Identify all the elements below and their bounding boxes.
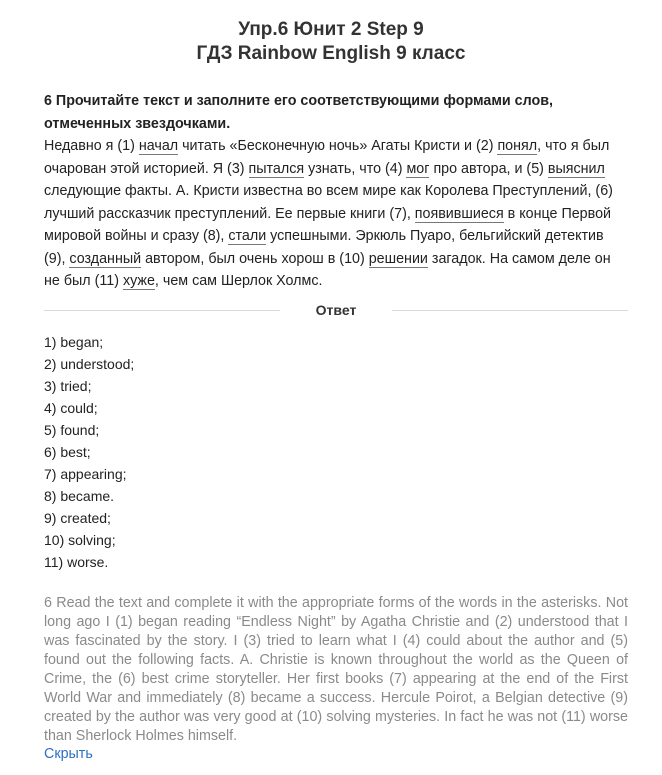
underlined-word: созданный xyxy=(69,250,142,267)
task-text-segment: загадок. На самом деле он не был (11) xyxy=(44,250,611,289)
underlined-word: понял xyxy=(497,138,538,154)
task-text-segment: успешными. Эркюль Пуаро, бельгийский детектив (9), xyxy=(44,228,604,267)
task-text-segment: узнать, что (4) xyxy=(304,160,407,177)
answer-item: 9) created; xyxy=(44,510,111,526)
answer-item: 8) became. xyxy=(44,488,115,504)
task-text-segment: следующие факты. А. Кристи известна во всем мире как Королева Преступлений, (6) лучший рассказчик преступлений. Ее первые книги (7), xyxy=(44,183,613,222)
answer-item: 7) appearing; xyxy=(44,466,127,482)
task-text-segment: про автора, и (5) xyxy=(429,160,548,177)
answer-item: 2) understood; xyxy=(44,356,135,372)
hide-translation-link[interactable]: Скрыть xyxy=(44,746,93,762)
underlined-word: выяснил xyxy=(547,160,605,177)
answer-item: 1) began; xyxy=(44,334,104,350)
underlined-word: хуже xyxy=(122,273,155,289)
task-text-segment: автором, был очень хорош в (10) xyxy=(141,250,369,267)
answer-label: Ответ xyxy=(315,302,357,318)
divider-line xyxy=(392,310,628,311)
task-text xyxy=(44,90,628,293)
task-text-segment: , чем сам Шерлок Холмс. xyxy=(154,273,323,289)
task-body xyxy=(44,135,628,293)
answer-item: 10) solving; xyxy=(44,532,116,548)
page-subtitle: ГДЗ Rainbow English 9 класс xyxy=(196,43,466,64)
answer-divider xyxy=(44,300,628,320)
underlined-word: пытался xyxy=(248,160,305,177)
answer-item: 4) could; xyxy=(44,400,98,416)
task-heading: 6 Прочитайте текст и заполните его соответствующими формами слов, отмеченных звездочками. xyxy=(44,93,553,132)
underlined-word: начал xyxy=(138,138,179,154)
task-text-segment: в конце Первой мировой войны и сразу (8), xyxy=(44,205,612,244)
answer-item: 5) found; xyxy=(44,422,100,438)
underlined-word: решении xyxy=(368,250,428,267)
task-text-segment: Недавно я (1) xyxy=(44,138,139,154)
answer-item: 6) best; xyxy=(44,444,91,460)
page-title: Упр.6 Юнит 2 Step 9 xyxy=(238,19,424,40)
translation-text: 6 Read the text and complete it with the appropriate forms of the words in the asterisks. Not long ago I (1) began reading “Endless Night” by Agatha Christie and (2) understood that I was fascinated by the story. I (3) tried to learn what I (4) could about the author and (5) found out the following facts. A. Christie is known throughout the world as the Queen of Crime, the (6) best crime storyteller. Her first books (7) appearing at the end of the First World War and immediately (8) became a success. Hercule Poirot, a Belgian detective (9) created by the author was very good at (10) solving mysteries. In fact he was not (11) worse than Sherlock Holmes himself. xyxy=(44,595,628,744)
task-text-segment: читать «Бесконечную ночь» Агаты Кристи и (2) xyxy=(178,138,498,154)
answer-item: 11) worse. xyxy=(44,554,109,570)
underlined-word: появившиеся xyxy=(414,205,504,222)
answer-list xyxy=(44,331,134,573)
underlined-word: мог xyxy=(406,160,430,177)
task-text-segment: , что я был очарован этой историей. Я (3) xyxy=(44,138,610,177)
underlined-word: стали xyxy=(228,228,267,244)
answer-item: 3) tried; xyxy=(44,378,92,394)
